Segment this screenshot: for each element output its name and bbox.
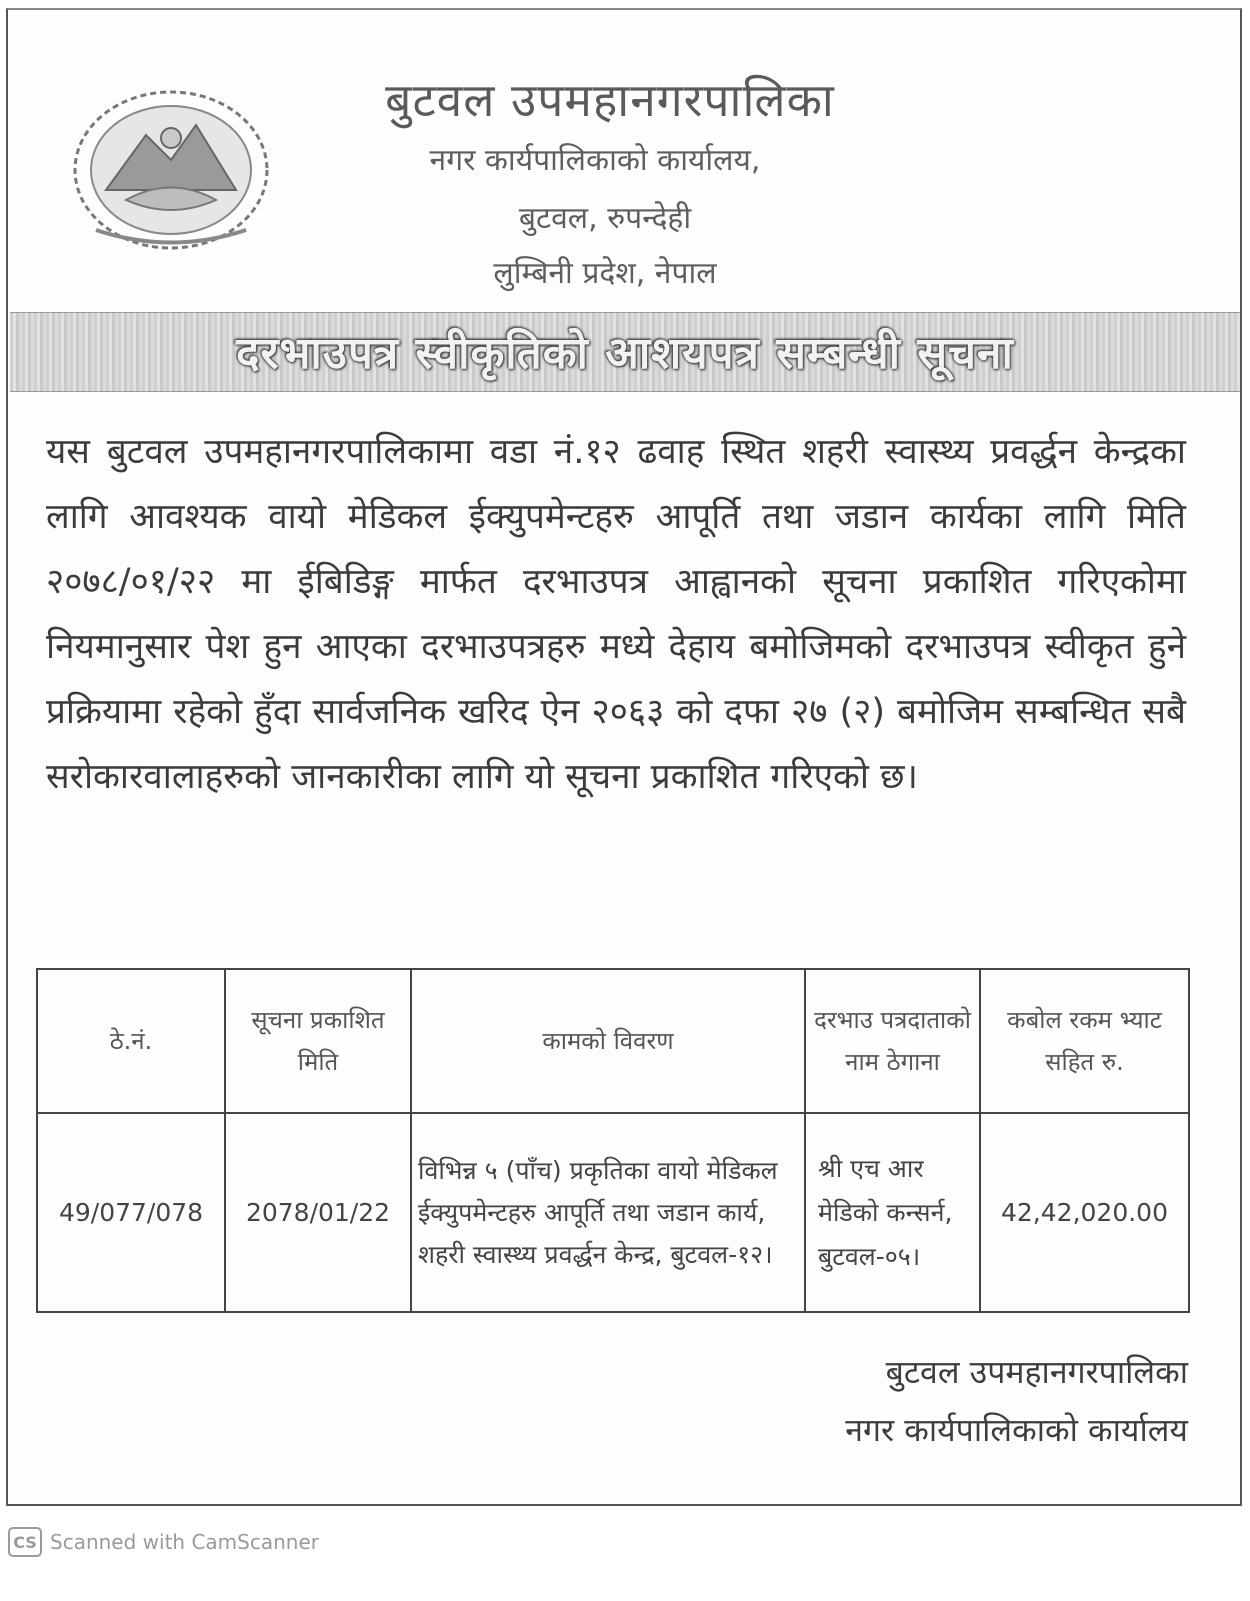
signature-org-name: बुटवल उपमहानगरपालिका bbox=[885, 1353, 1188, 1391]
notice-title: दरभाउपत्र स्वीकृतिको आशयपत्र सम्बन्धी सूचना bbox=[236, 328, 1014, 379]
cell-bidder: श्री एच आर मेडिको कन्सर्न, बुटवल-०५। bbox=[805, 1113, 980, 1312]
nepal-government-emblem-icon bbox=[66, 80, 276, 255]
camscanner-watermark bbox=[8, 1524, 319, 1560]
office-location: बुटवल, रुपन्देही bbox=[518, 201, 692, 236]
cell-work-description: विभिन्न ५ (पाँच) प्रकृतिका वायो मेडिकल ईक्युपमेन्टहरु आपूर्ति तथा जडान कार्य, शहरी स्वास्थ्य प्रवर्द्धन केन्द्र, बुटवल-१२। bbox=[411, 1113, 805, 1312]
table-header-row bbox=[37, 969, 1189, 1113]
cell-publish-date: 2078/01/22 bbox=[225, 1113, 411, 1312]
header-bidder-name-address: दरभाउ पत्रदाताको नाम ठेगाना bbox=[805, 969, 980, 1113]
header-bid-amount: कबोल रकम भ्याट सहित रु. bbox=[980, 969, 1189, 1113]
cell-contract-no: 49/077/078 bbox=[37, 1113, 225, 1312]
notice-title-band bbox=[10, 312, 1240, 392]
header-contract-no: ठे.नं. bbox=[37, 969, 225, 1113]
office-name: नगर कार्यपालिकाको कार्यालय, bbox=[429, 143, 761, 178]
header-work-description: कामको विवरण bbox=[411, 969, 805, 1113]
camscanner-text: Scanned with CamScanner bbox=[50, 1530, 319, 1554]
header-publish-date: सूचना प्रकाशित मिति bbox=[225, 969, 411, 1113]
table-row bbox=[37, 1113, 1189, 1312]
organization-name: बुटवल उपमहानगरपालिका bbox=[385, 73, 835, 127]
office-province: लुम्बिनी प्रदेश, नेपाल bbox=[493, 256, 717, 291]
camscanner-logo-icon: CS bbox=[8, 1527, 42, 1557]
bid-acceptance-table bbox=[36, 968, 1190, 1313]
notice-body-paragraph: यस बुटवल उपमहानगरपालिकामा वडा नं.१२ ढवाह स्थित शहरी स्वास्थ्य प्रवर्द्धन केन्द्रका लागि आवश्यक वायो मेडिकल ईक्युपमेन्टहरु आपूर्ति तथा जडान कार्यका लागि मिति २०७८/०१/२२ मा ईबिडिङ्ग मार्फत दरभाउपत्र आह्वानको सूचना प्रकाशित गरिएकोमा नियमानुसार पेश हुन आएका दरभाउपत्रहरु मध्ये देहाय बमोजिमको दरभाउपत्र स्वीकृत हुने प्रक्रियामा रहेको हुँदा सार्वजनिक खरिद ऐन २०६३ को दफा २७ (२) बमोजिम सम्बन्धित सबै सरोकारवालाहरुको जानकारीका लागि यो सूचना प्रकाशित गरिएको छ। bbox=[46, 432, 1186, 797]
cell-bid-amount: 42,42,020.00 bbox=[980, 1113, 1189, 1312]
signature-office-name: नगर कार्यपालिकाको कार्यालय bbox=[845, 1411, 1188, 1449]
